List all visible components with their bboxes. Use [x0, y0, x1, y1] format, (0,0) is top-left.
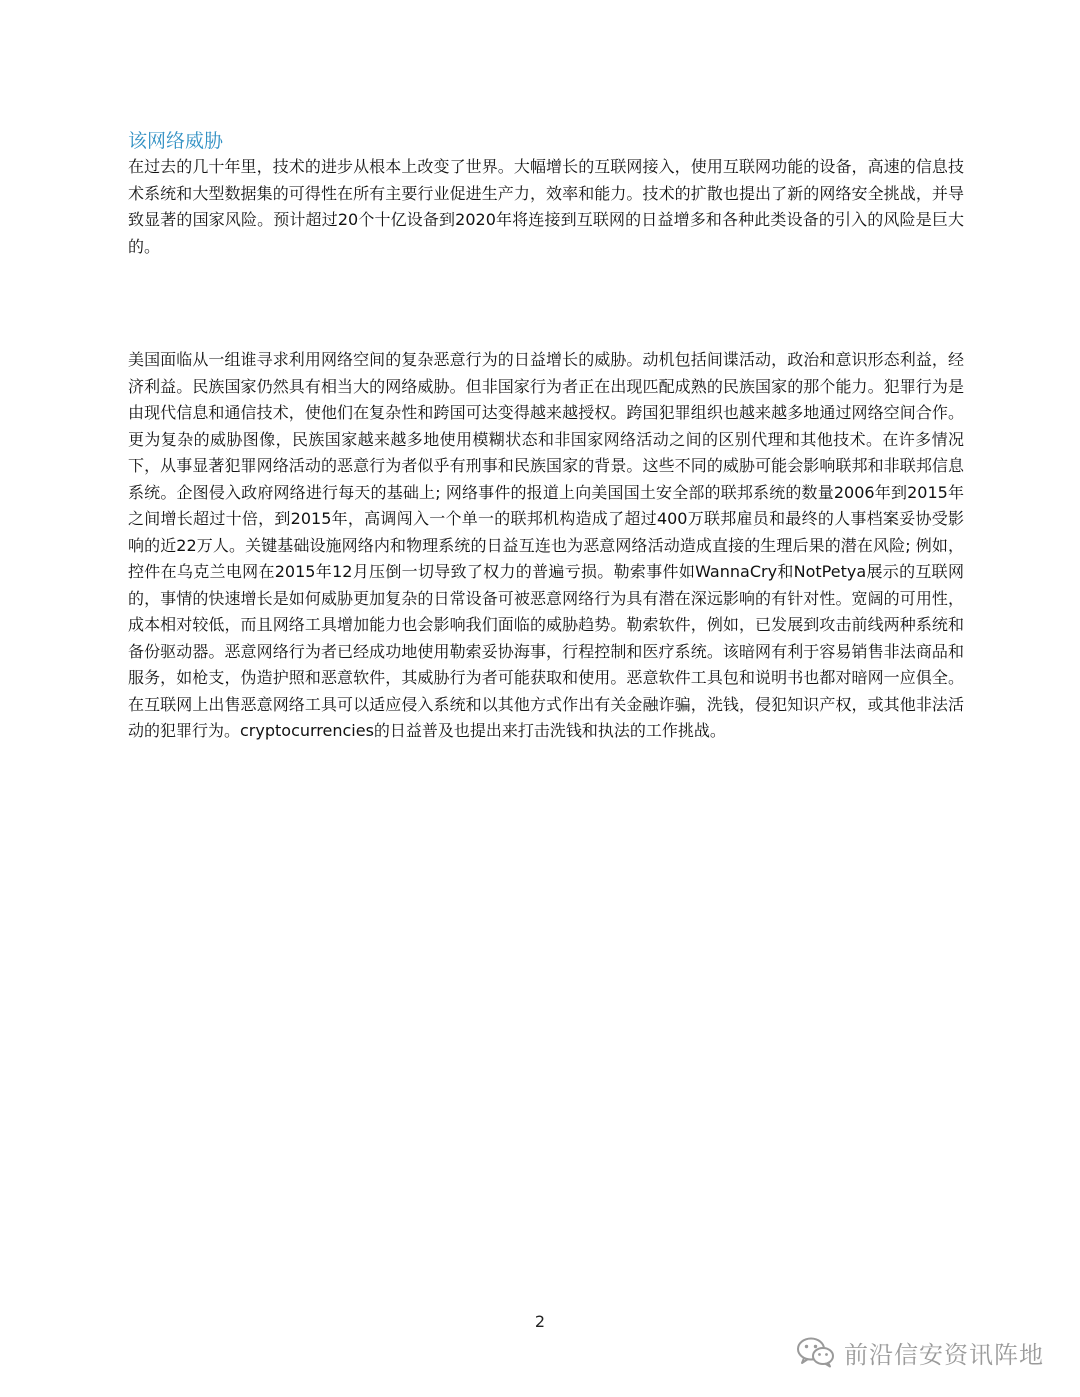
paragraph-threats: 美国面临从一组谁寻求利用网络空间的复杂恶意行为的日益增长的威胁。动机包括间谍活动，政治和意识形态利益，经济利益。民族国家仍然具有相当大的网络威胁。但非国家行为者正在出现匹配成熟的民族国家的那个能力。犯罪行为是由现代信息和通信技术，使他们在复杂性和跨国可达变得越来越授权。跨国犯罪组织也越来越多地通过网络空间合作。更为复杂的威胁图像，民族国家越来越多地使用模糊状态和非国家网络活动之间的区别代理和其他技术。在许多情况下，从事显著犯罪网络活动的恶意行为者似乎有刑事和民族国家的背景。这些不同的威胁可能会影响联邦和非联邦信息系统。企图侵入政府网络进行每天的基础上; 网络事件的报道上向美国国土安全部的联邦系统的数量2006年到2015年之间增长超过十倍，到2015年，高调闯入一个单一的联邦机构造成了超过400万联邦雇员和最终的人事档案妥协受影响的近22万人。关键基础设施网络内和物理系统的日益互连也为恶意网络活动造成直接的生理后果的潜在风险; 例如，控件在乌克兰电网在2015年12月压倒一切导致了权力的普遍亏损。勒索事件如WannaCry和NotPetya展示的互联网的，事情的快速增长是如何威胁更加复杂的日常设备可被恶意网络行为具有潜在深远影响的有针对性。宽阔的可用性，成本相对较低，而且网络工具增加能力也会影响我们面临的威胁趋势。勒索软件，例如，已发展到攻击前线两种系统和备份驱动器。恶意网络行为者已经成功地使用勒索妥协海事，行程控制和医疗系统。该暗网有利于容易销售非法商品和服务，如枪支，伪造护照和恶意软件，其威胁行为者可能获取和使用。恶意软件工具包和说明书也都对暗网一应俱全。在互联网上出售恶意网络工具可以适应侵入系统和以其他方式作出有关金融诈骗，洗钱，侵犯知识产权，或其他非法活动的犯罪行为。cryptocurrencies的日益普及也提出来打击洗钱和执法的工作挑战。 — [128, 350, 964, 740]
watermark — [796, 1334, 1044, 1370]
wechat-icon — [796, 1335, 836, 1369]
page-number: 2 — [534, 1312, 546, 1331]
watermark-text: 前沿信安资讯阵地 — [844, 1340, 1044, 1369]
section-title: 该网络威胁 — [128, 130, 224, 152]
paragraph-intro: 在过去的几十年里，技术的进步从根本上改变了世界。大幅增长的互联网接入，使用互联网功能的设备，高速的信息技术系统和大型数据集的可得性在所有主要行业促进生产力，效率和能力。技术的扩散也提出了新的网络安全挑战，并导致显著的国家风险。预计超过20个十亿设备到2020年将连接到互联网的日益增多和各种此类设备的引入的风险是巨大的。 — [128, 157, 964, 256]
